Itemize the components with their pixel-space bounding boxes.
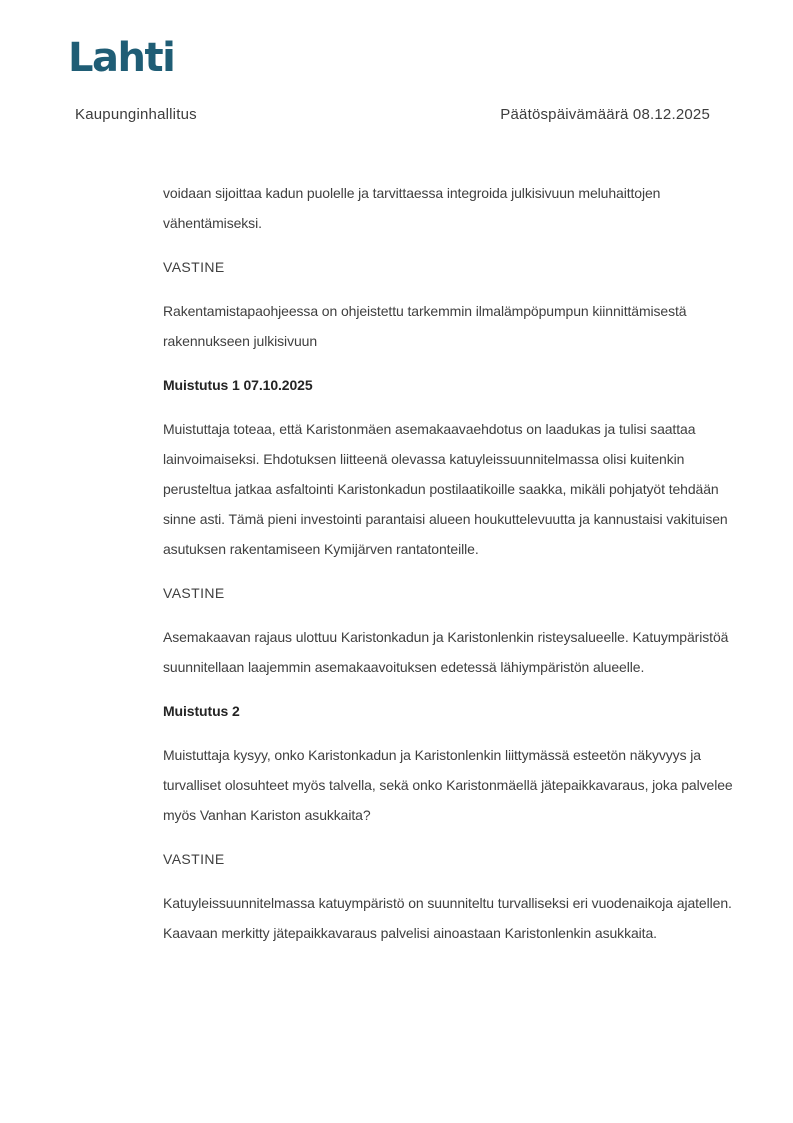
response-label: VASTINE — [163, 259, 225, 275]
lahti-logo: Lahti — [68, 35, 175, 81]
header-organization: Kaupunginhallitus — [75, 106, 197, 123]
document-paragraph: Muistuttaja toteaa, että Karistonmäen asemakaavaehdotus on laadukas ja tulisi saattaa lainvoimaiseksi. Ehdotuksen liitteenä olevassa katuyleissuunnitelmassa olisi kuitenkin perusteltua jatkaa asfaltointi Karistonkadun postilaatikoille saakka, mikäli pohjatyöt tehdään sinne asti. Tämä pieni investointi parantaisi alueen houkuttelevuutta ja kannustaisi vakituisen asutuksen rakentamiseen Kymijärven rantatonteille. — [163, 421, 728, 557]
document-paragraph: Rakentamistapaohjeessa on ohjeistettu tarkemmin ilmalämpöpumpun kiinnittämisestä rakennukseen julkisivuun — [163, 303, 687, 349]
section-heading: Muistutus 2 — [163, 703, 240, 719]
response-label: VASTINE — [163, 851, 225, 867]
document-paragraph: voidaan sijoittaa kadun puolelle ja tarvittaessa integroida julkisivuun meluhaittojen vähentämiseksi. — [163, 185, 661, 231]
header-decision-date: Päätöspäivämäärä 08.12.2025 — [500, 106, 710, 123]
document-body — [163, 178, 737, 962]
response-label: VASTINE — [163, 585, 225, 601]
document-paragraph: Katuyleissuunnitelmassa katuympäristö on suunniteltu turvalliseksi eri vuodenaikoja ajatellen. Kaavaan merkitty jätepaikkavaraus palvelisi ainoastaan Karistonlenkin asukkaita. — [163, 895, 732, 941]
document-paragraph: Asemakaavan rajaus ulottuu Karistonkadun ja Karistonlenkin risteysalueelle. Katuympäristöä suunnitellaan laajemmin asemakaavoituksen edetessä lähiympäristön alueelle. — [163, 629, 729, 675]
document-header — [75, 106, 710, 123]
document-paragraph: Muistuttaja kysyy, onko Karistonkadun ja Karistonlenkin liittymässä esteetön näkyvyys ja turvalliset olosuhteet myös talvella, sekä onko Karistonmäellä jätepaikkavaraus, joka palvelee myös Vanhan Kariston asukkaita? — [163, 747, 733, 823]
section-heading: Muistutus 1 07.10.2025 — [163, 377, 313, 393]
